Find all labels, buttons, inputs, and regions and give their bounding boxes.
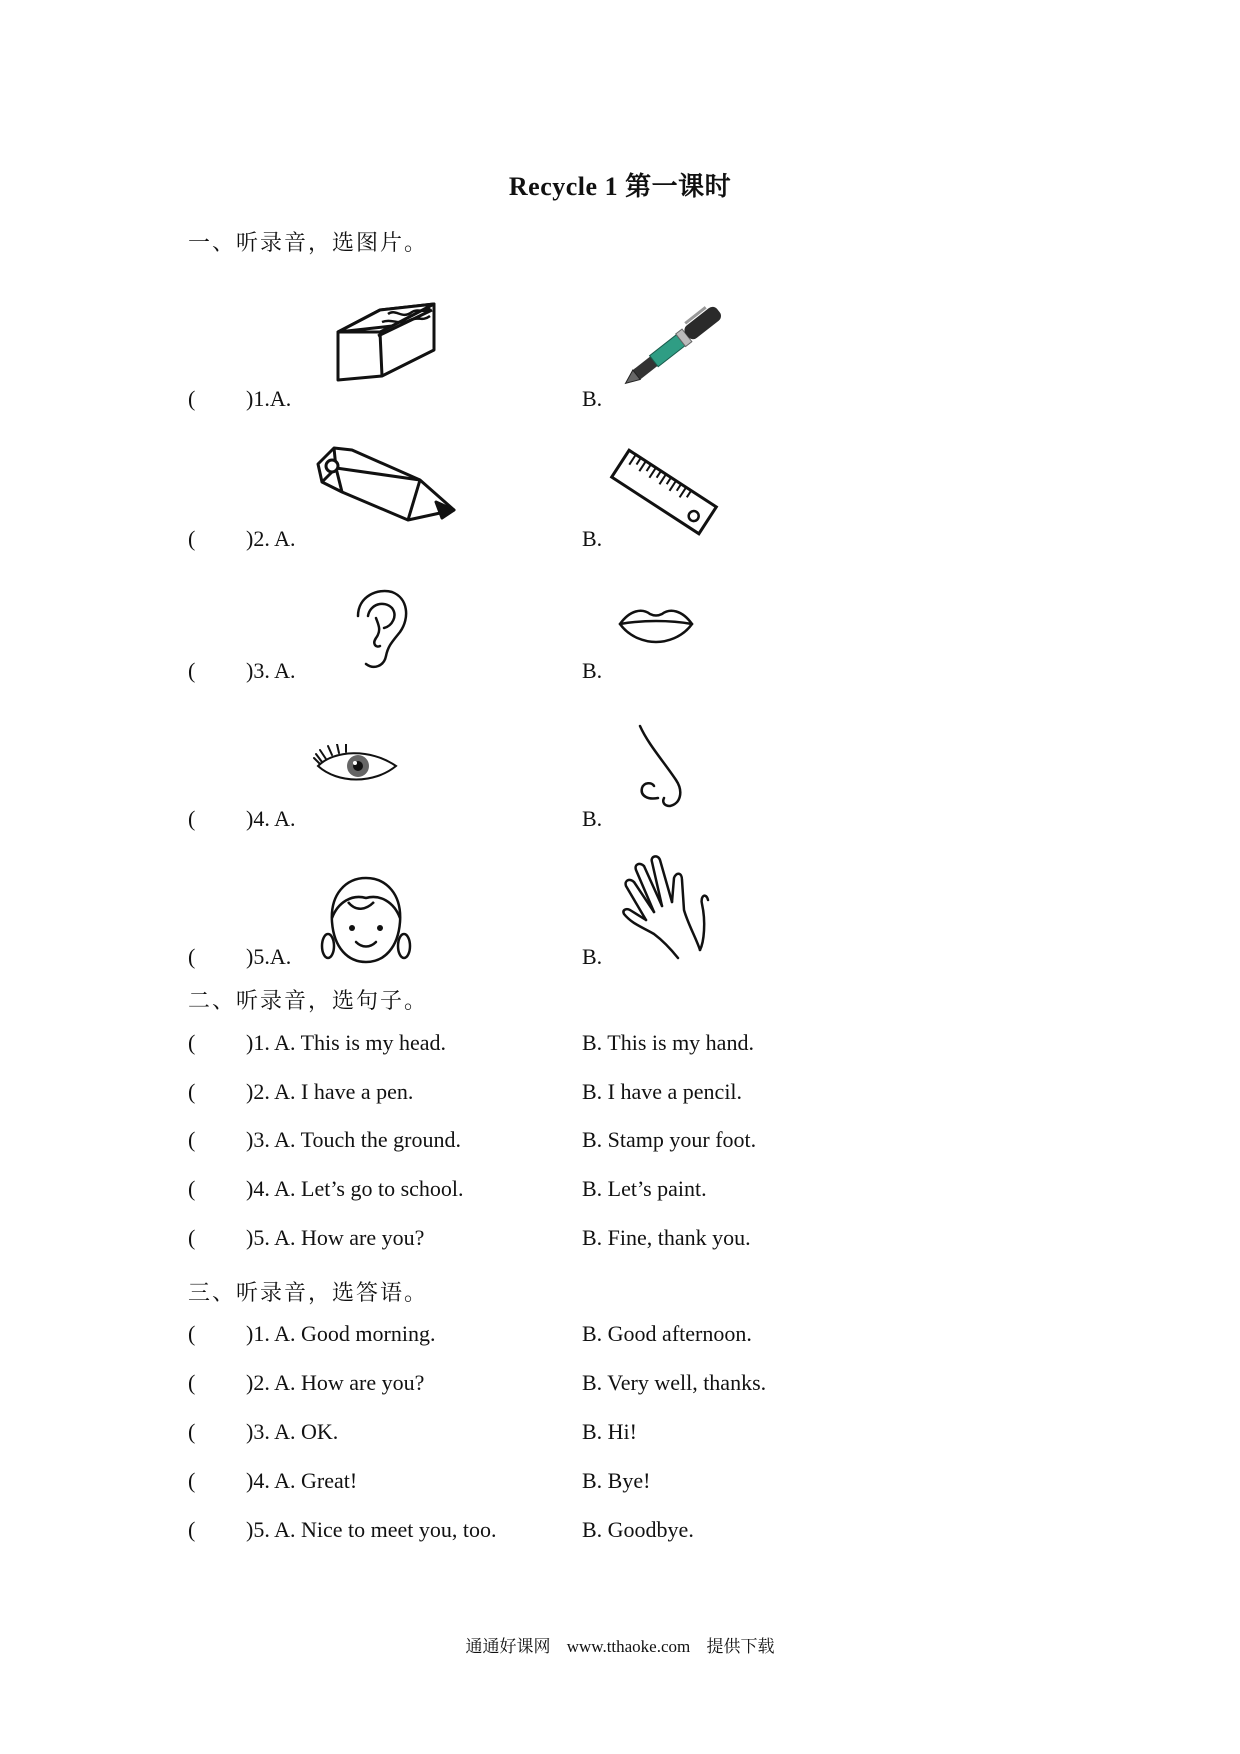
mouth-icon: [616, 604, 696, 644]
s2-question-3: [188, 1127, 1088, 1167]
option-a: )2. A. I have a pen.: [246, 1079, 414, 1104]
option-a: )3. A. Touch the ground.: [246, 1127, 461, 1152]
s2-question-1: [188, 1030, 1088, 1070]
s2-question-2: [188, 1079, 1088, 1119]
footer: [0, 1632, 1240, 1657]
ruler-icon: [608, 444, 720, 540]
option-b: B. Bye!: [582, 1468, 651, 1493]
answer-paren: (: [188, 1079, 196, 1104]
answer-paren: (: [188, 1127, 196, 1152]
s3-question-2: [188, 1370, 1088, 1410]
option-b: B. Fine, thank you.: [582, 1225, 751, 1250]
answer-paren: (: [188, 1370, 196, 1395]
hand-icon: [616, 852, 716, 962]
option-b: B. Goodbye.: [582, 1517, 694, 1542]
page-title: Recycle 1 第一课时: [508, 172, 732, 201]
option-a-label: )3. A.: [246, 658, 296, 683]
section-1-heading: 一、听录音，选图片。: [188, 230, 429, 255]
footer-url[interactable]: www.tthaoke.com: [566, 1637, 691, 1656]
option-b: B. Stamp your foot.: [582, 1127, 757, 1152]
option-a: )1. A. Good morning.: [246, 1321, 436, 1346]
answer-paren: (: [188, 526, 196, 551]
section-2-heading: 二、听录音，选句子。: [188, 988, 429, 1013]
eye-icon: [312, 744, 400, 792]
option-a: )5. A. Nice to meet you, too.: [246, 1517, 497, 1542]
answer-paren: (: [188, 806, 196, 831]
option-a-label: )5.A.: [246, 944, 292, 969]
option-a: )4. A. Let’s go to school.: [246, 1176, 464, 1201]
s1-question-3: [188, 658, 1088, 698]
option-b-label: B.: [582, 806, 603, 831]
option-b-label: B.: [582, 944, 603, 969]
nose-icon: [624, 722, 686, 816]
footer-note: 提供下载: [706, 1637, 775, 1656]
answer-paren: (: [188, 1225, 196, 1250]
answer-paren: (: [188, 1030, 196, 1055]
answer-paren: (: [188, 944, 196, 969]
eraser-icon: [330, 292, 442, 390]
option-b: B. Let’s paint.: [582, 1176, 707, 1201]
option-b: B. Very well, thanks.: [582, 1370, 767, 1395]
option-b-label: B.: [582, 658, 603, 683]
answer-paren: (: [188, 1419, 196, 1444]
option-a: )1. A. This is my head.: [246, 1030, 447, 1055]
pen-icon: [614, 296, 734, 400]
answer-paren: (: [188, 1468, 196, 1493]
s3-question-1: [188, 1321, 1088, 1361]
option-b: B. This is my hand.: [582, 1030, 754, 1055]
section-3-heading: 三、听录音，选答语。: [188, 1280, 429, 1305]
option-b-label: B.: [582, 526, 603, 551]
answer-paren: (: [188, 1517, 196, 1542]
option-a: )4. A. Great!: [246, 1468, 358, 1493]
option-a-label: )4. A.: [246, 806, 296, 831]
answer-paren: (: [188, 1176, 196, 1201]
option-a-label: )2. A.: [246, 526, 296, 551]
s2-question-5: [188, 1225, 1088, 1265]
face-icon: [318, 872, 414, 966]
option-b: B. I have a pencil.: [582, 1079, 743, 1104]
option-a: )3. A. OK.: [246, 1419, 339, 1444]
answer-paren: (: [188, 658, 196, 683]
answer-paren: (: [188, 386, 196, 411]
option-a: )2. A. How are you?: [246, 1370, 425, 1395]
s2-question-4: [188, 1176, 1088, 1216]
s3-question-3: [188, 1419, 1088, 1459]
option-b: B. Hi!: [582, 1419, 637, 1444]
s3-question-4: [188, 1468, 1088, 1508]
option-a: )5. A. How are you?: [246, 1225, 425, 1250]
option-b-label: B.: [582, 386, 603, 411]
s3-question-5: [188, 1517, 1088, 1557]
footer-site-name: 通通好课网: [465, 1637, 551, 1656]
ear-icon: [348, 586, 412, 672]
option-b: B. Good afternoon.: [582, 1321, 752, 1346]
pencil-icon: [312, 442, 460, 534]
answer-paren: (: [188, 1321, 196, 1346]
option-a-label: )1.A.: [246, 386, 292, 411]
